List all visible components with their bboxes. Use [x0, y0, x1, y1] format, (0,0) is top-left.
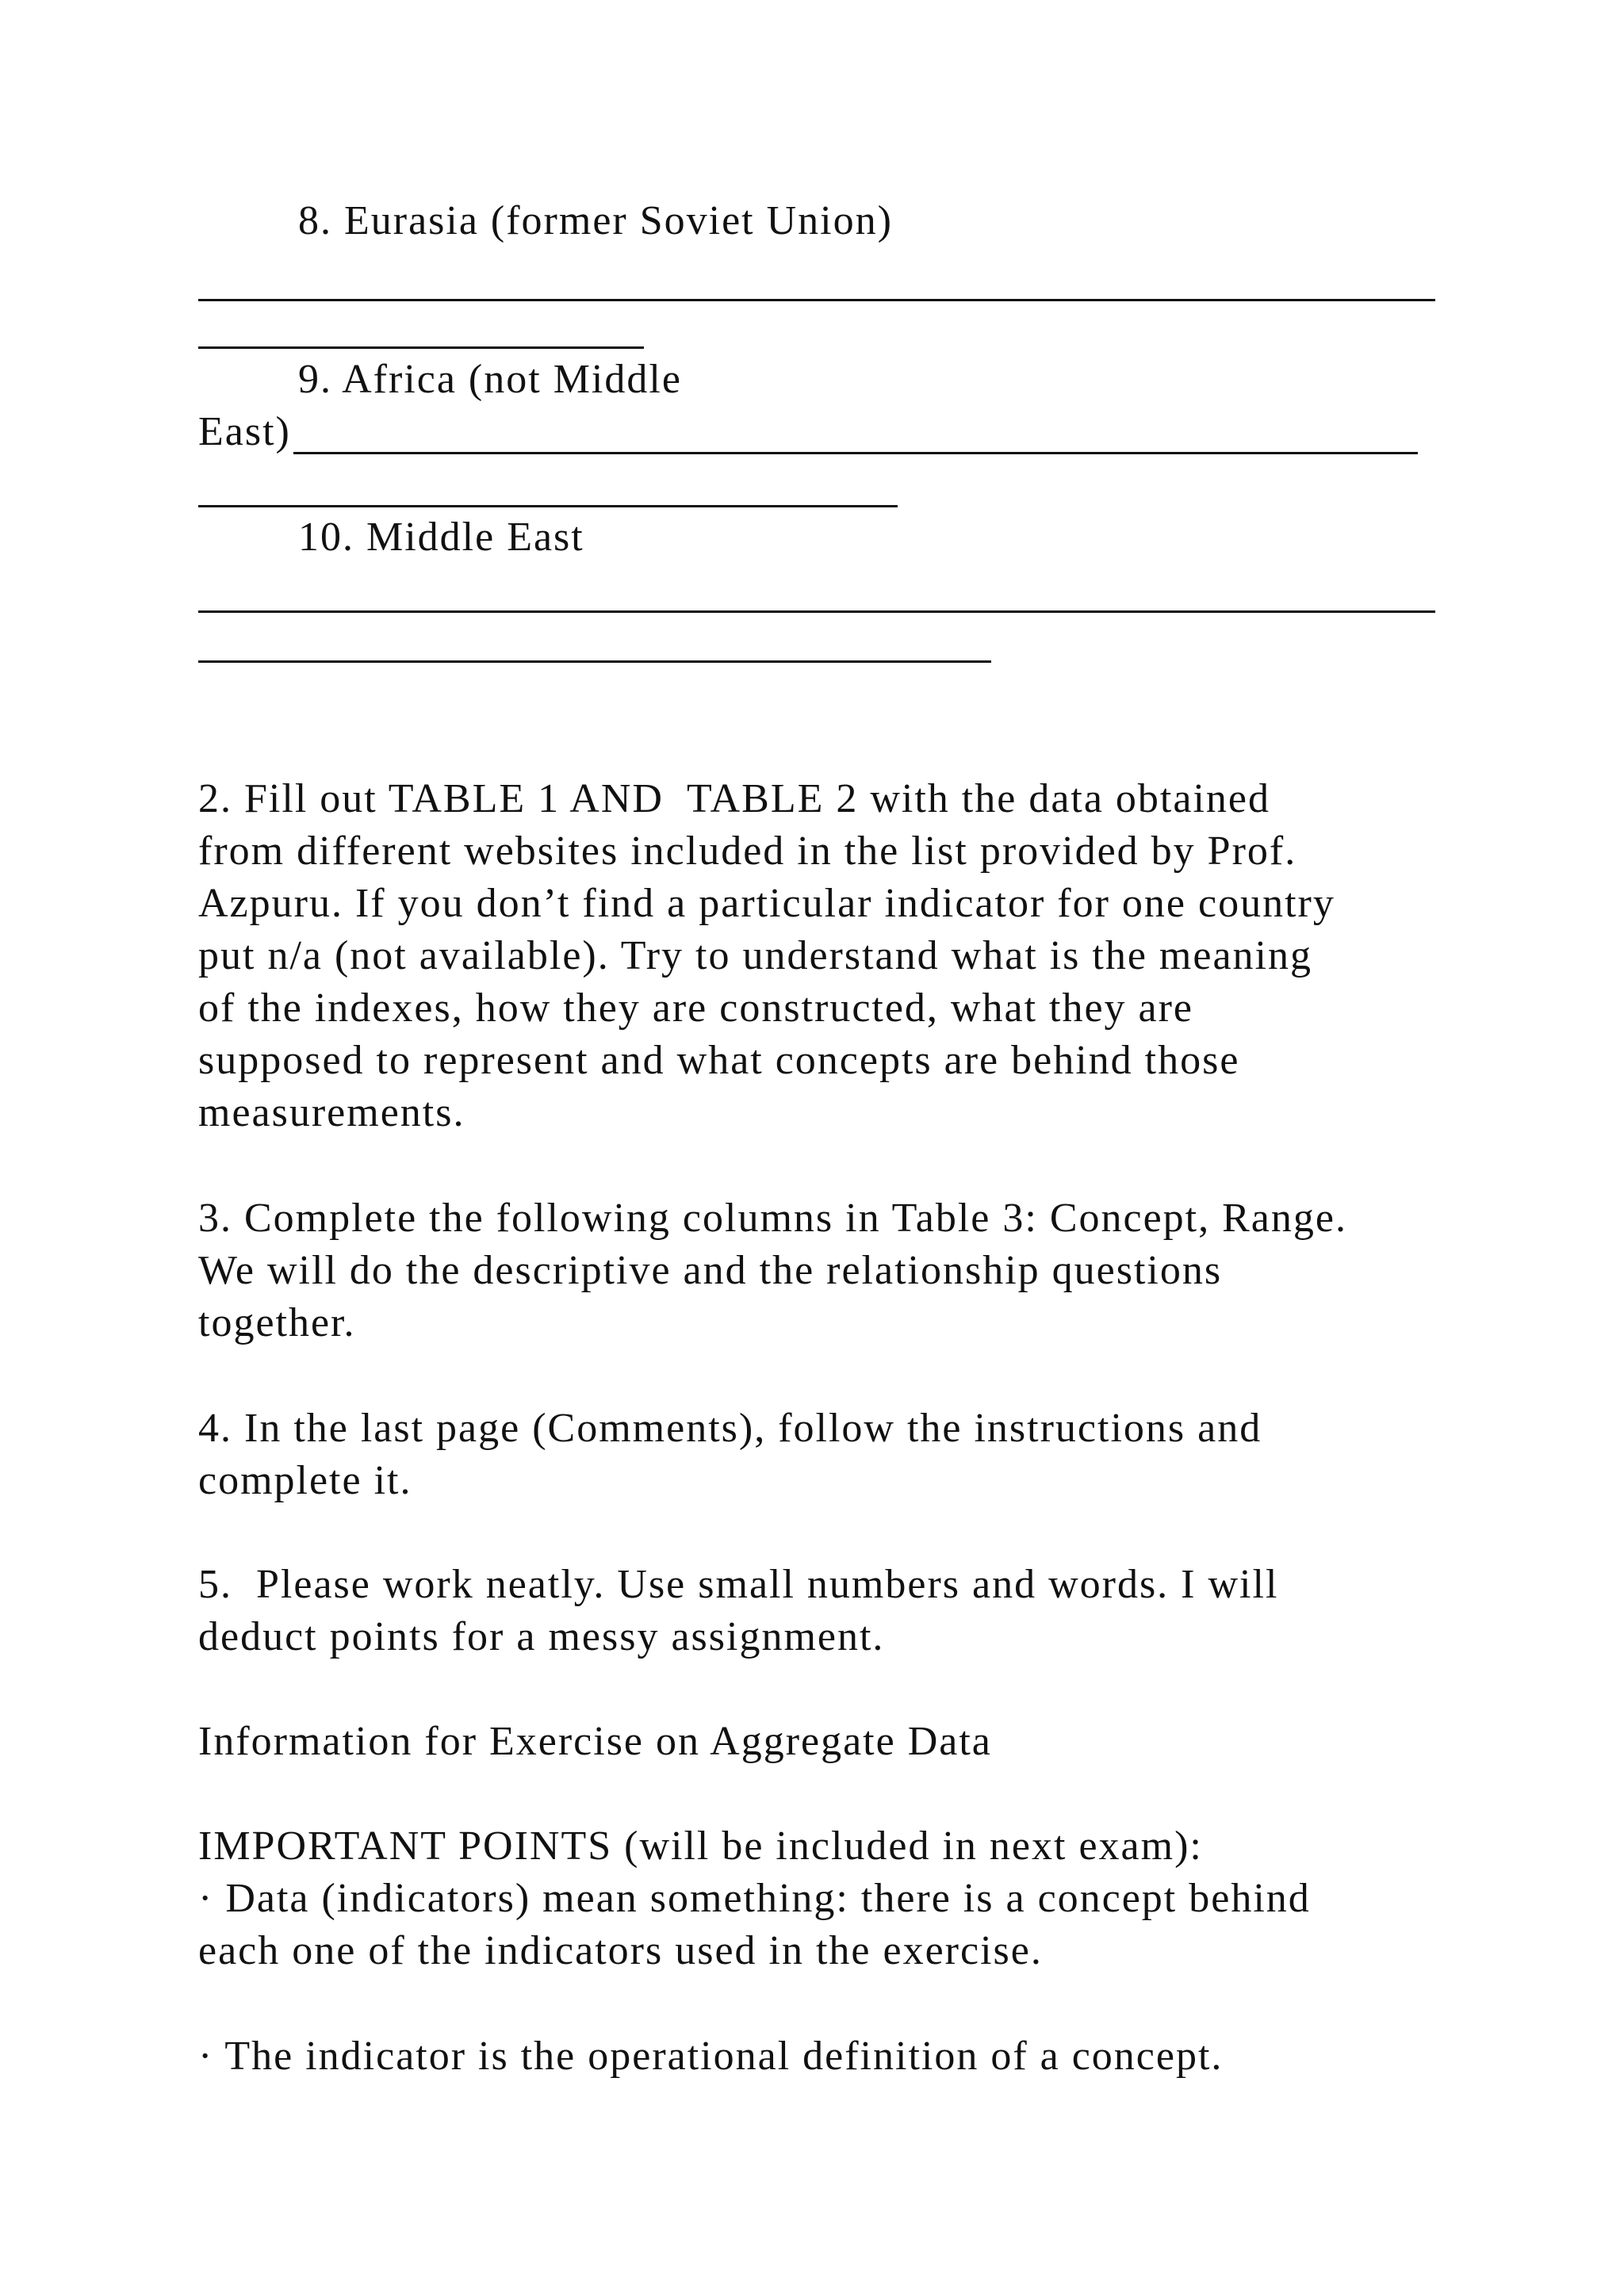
- instruction-2-line: supposed to represent and what concepts are behind those: [198, 1038, 1240, 1083]
- instruction-3-line: We will do the descriptive and the relationship questions: [198, 1248, 1223, 1293]
- region-africa-label-cont: East): [198, 409, 291, 454]
- region-africa-label: 9. Africa (not Middle: [298, 357, 682, 402]
- important-points-heading: IMPORTANT POINTS (will be included in next exam):: [198, 1823, 1203, 1869]
- answer-line-middle-east-cont: [198, 660, 991, 663]
- instruction-5-line: 5. Please work neatly. Use small numbers and words. I will: [198, 1562, 1279, 1607]
- instruction-2-line: Azpuru. If you don’t find a particular indicator for one country: [198, 881, 1335, 926]
- answer-line-africa: [293, 452, 1418, 454]
- instruction-2-line: of the indexes, how they are constructed, what they are: [198, 985, 1194, 1031]
- bullet-1-line: · Data (indicators) mean something: there is a concept behind: [198, 1876, 1311, 1921]
- instruction-3-line: together.: [198, 1300, 356, 1345]
- answer-line-africa-cont: [198, 505, 898, 507]
- instruction-4-line: 4. In the last page (Comments), follow the instructions and: [198, 1406, 1262, 1451]
- instruction-2-line: measurements.: [198, 1090, 465, 1135]
- answer-line-middle-east: [198, 610, 1435, 613]
- instruction-4-line: complete it.: [198, 1458, 412, 1503]
- instruction-2-line: put n/a (not available). Try to understand what is the meaning: [198, 933, 1312, 978]
- instruction-2-line: from different websites included in the list provided by Prof.: [198, 828, 1297, 874]
- bullet-1-line: each one of the indicators used in the exercise.: [198, 1928, 1043, 1973]
- region-middle-east-label: 10. Middle East: [298, 515, 584, 560]
- answer-line-eurasia-cont: [198, 346, 644, 349]
- bullet-2-line: · The indicator is the operational definition of a concept.: [198, 2034, 1224, 2079]
- region-eurasia-label: 8. Eurasia (former Soviet Union): [298, 198, 893, 243]
- instruction-5-line: deduct points for a messy assignment.: [198, 1614, 885, 1659]
- instruction-3-line: 3. Complete the following columns in Table 3: Concept, Range.: [198, 1196, 1347, 1241]
- instruction-2-line: 2. Fill out TABLE 1 AND TABLE 2 with the data obtained: [198, 776, 1270, 821]
- answer-line-eurasia: [198, 299, 1435, 301]
- info-heading: Information for Exercise on Aggregate Data: [198, 1719, 992, 1764]
